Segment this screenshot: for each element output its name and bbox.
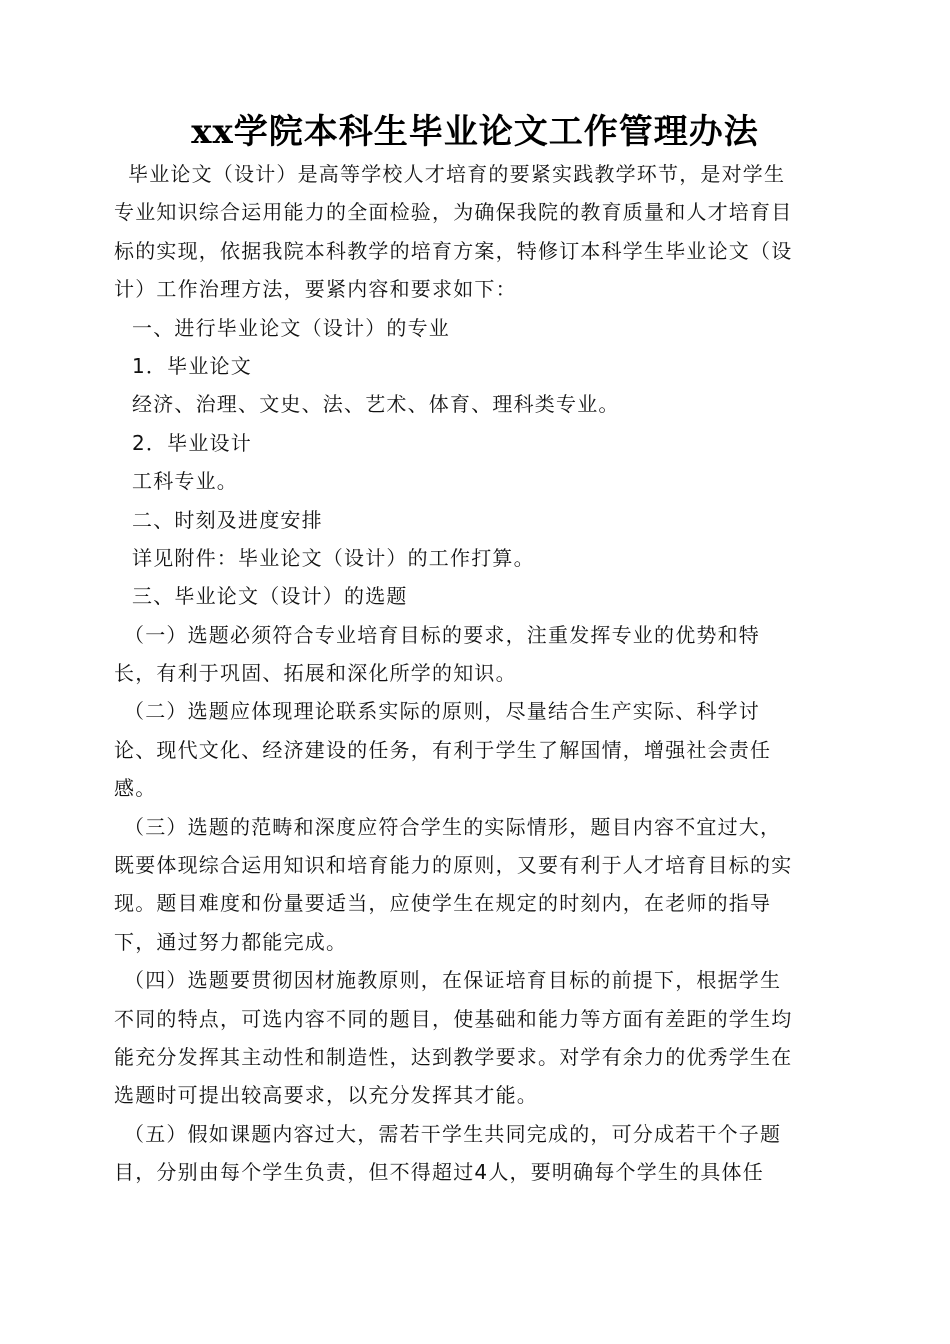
paragraph-line: 能充分发挥其主动性和制造性，达到教学要求。对学有余力的优秀学生在: [114, 1044, 793, 1069]
paragraph-line: 工科专业。: [132, 469, 238, 494]
paragraph-line: 详见附件：毕业论文（设计）的工作打算。: [132, 545, 535, 570]
paragraph-line: 下，通过努力都能完成。: [114, 929, 348, 954]
paragraph-line: （一）选题必须符合专业培育目标的要求，注重发挥专业的优势和特: [124, 622, 760, 647]
paragraph-line: 不同的特点，可选内容不同的题目，使基础和能力等方面有差距的学生均: [114, 1006, 793, 1031]
paragraph-line: 感。: [114, 776, 157, 801]
paragraph-line: （二）选题应体现理论联系实际的原则，尽量结合生产实际、科学讨: [124, 699, 760, 724]
document-body: [114, 155, 834, 1192]
paragraph-line: 长，有利于巩固、拓展和深化所学的知识。: [114, 661, 517, 686]
paragraph-line: （三）选题的范畴和深度应符合学生的实际情形，题目内容不宜过大，: [124, 814, 782, 839]
paragraph-line: 专业知识综合运用能力的全面检验，为确保我院的教育质量和人才培育目: [114, 200, 793, 225]
paragraph-line: 选题时可提出较高要求，以充分发挥其才能。: [114, 1083, 538, 1108]
section-heading: 二、时刻及进度安排: [132, 507, 323, 532]
paragraph-line: （四）选题要贯彻因材施教原则，在保证培育目标的前提下，根据学生: [124, 968, 782, 993]
paragraph-line: 计）工作治理方法，要紧内容和要求如下：: [114, 277, 517, 302]
paragraph-line: 目，分别由每个学生负责，但不得超过4人，要明确每个学生的具体任: [114, 1160, 764, 1185]
section-heading: 三、毕业论文（设计）的选题: [132, 584, 408, 609]
paragraph-line: 论、现代文化、经济建设的任务，有利于学生了解国情，增强社会责任: [114, 737, 772, 762]
subsection-heading: 1．毕业论文: [132, 353, 252, 378]
paragraph-line: 现。题目难度和份量要适当，应使学生在规定的时刻内，在老师的指导: [114, 891, 772, 916]
subsection-heading: 2．毕业设计: [132, 430, 252, 455]
paragraph-line: 毕业论文（设计）是高等学校人才培育的要紧实践教学环节，是对学生: [128, 162, 786, 186]
document-title: xx学院本科生毕业论文工作管理办法: [191, 112, 759, 152]
paragraph-line: 经济、治理、文史、法、艺术、体育、理科类专业。: [132, 392, 620, 417]
section-heading: 一、进行毕业论文（设计）的专业: [132, 315, 450, 340]
paragraph-line: 既要体现综合运用知识和培育能力的原则，又要有利于人才培育目标的实: [114, 853, 793, 878]
paragraph-line: （五）假如课题内容过大，需若干学生共同完成的，可分成若干个子题: [124, 1121, 782, 1146]
paragraph-line: 标的实现，依据我院本科教学的培育方案，特修订本科学生毕业论文（设: [114, 238, 793, 263]
